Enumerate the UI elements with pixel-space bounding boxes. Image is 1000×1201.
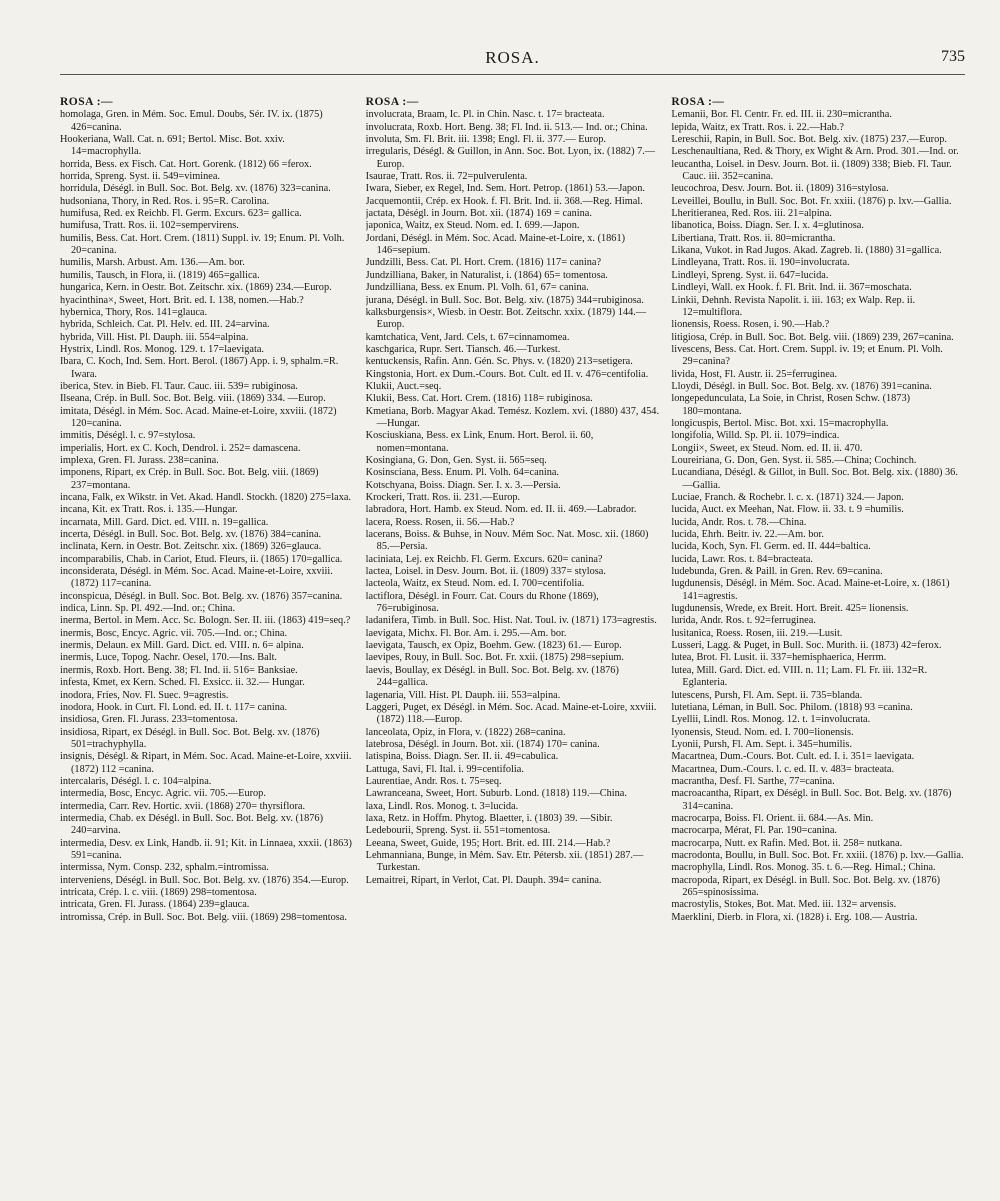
index-entry: Lusseri, Lagg. & Puget, in Bull. Soc. Murith. ii. (1873) 42=ferox. (671, 640, 942, 652)
index-entry: intricata, Gren. Fl. Jurass. (1864) 239=glauca. (60, 899, 250, 911)
index-entry: Jordani, Déségl. in Mém. Soc. Acad. Maine-et-Loire, x. (1861) 146=sepium. (365, 232, 626, 257)
index-entry: lutea, Brot. Fl. Lusit. ii. 337=hemisphaerica, Herrm. (671, 652, 887, 664)
index-entry: incana, Falk, ex Wikstr. in Vet. Akad. Handl. Stockh. (1820) 275=laxa. (60, 492, 351, 503)
index-entry: lactiflora, Déségl. in Fourr. Cat. Cours du Rhone (1869), 76=rubiginosa. (365, 590, 599, 615)
index-entry: Lheritieranea, Red. Ros. iii. 21=alpina. (671, 208, 832, 220)
index-entry: hybrida, Vill. Hist. Pl. Dauph. iii. 554=alpina. (60, 331, 249, 343)
index-entry: lagenaria, Vill. Hist. Pl. Dauph. iii. 553=alpina. (365, 689, 561, 701)
index-entry: horrida, Spreng. Syst. ii. 549=viminea. (60, 171, 220, 183)
index-entry: lutetiana, Léman, in Bull. Soc. Philom. (1818) 93 =canina. (671, 701, 913, 713)
index-entry: Isaurae, Tratt. Ros. ii. 72=pulverulenta. (365, 171, 528, 183)
index-entry: humilis, Marsh. Arbust. Am. 136.—Am. bor. (60, 257, 245, 269)
index-entry: kaschgarica, Rupr. Sert. Tiansch. 46.—Turkest. (365, 343, 561, 355)
index-entry: lusitanica, Roess. Rosen, iii. 219.—Lusit. (671, 627, 843, 639)
index-entry: japonica, Waitz, ex Steud. Nom. ed. I. 699.—Japon. (365, 220, 580, 232)
index-entry: Libertiana, Tratt. Ros. ii. 80=micrantha. (671, 232, 836, 244)
index-entry: homolaga, Gren. in Mém. Soc. Emul. Doubs, Sér. IV. ix. (1875) 426=canina. (60, 109, 323, 133)
index-entry: infesta, Kmet, ex Kern. Sched. Fl. Exsicc. ii. 32.— Hungar. (60, 677, 305, 689)
index-entry: Lyonii, Pursh, Fl. Am. Sept. i. 345=humilis. (671, 738, 852, 750)
index-entry: humilis, Bess. Cat. Hort. Crem. (1811) Suppl. iv. 19; Enum. Pl. Volh. 20=canina. (60, 232, 345, 257)
index-entry: lucida, Ehrh. Beitr. iv. 22.—Am. bor. (671, 529, 824, 541)
index-entry: involucrata, Roxb. Hort. Beng. 38; Fl. Ind. ii. 513.— Ind. or.; China. (365, 121, 648, 133)
index-entry: latispina, Boiss. Diagn. Ser. II. ii. 49=cabulica. (365, 751, 559, 763)
index-entry: Lindleyi, Wall. ex Hook. f. Fl. Brit. Ind. ii. 367=moschata. (671, 282, 912, 294)
index-entry: intromissa, Crép. in Bull. Soc. Bot. Belg. viii. (1869) 298=tomentosa. (60, 911, 347, 923)
index-entry: intermedia, Carr. Rev. Hortic. xvii. (1868) 270= thyrsiflora. (60, 800, 306, 812)
index-entry: Maerklini, Dierb. in Flora, xi. (1828) i. Erg. 108.— Austria. (671, 911, 918, 923)
index-entry: inermis, Delaun. ex Mill. Gard. Dict. ed. VIII. n. 6= alpina. (60, 640, 304, 652)
column-1 (60, 96, 354, 1181)
index-entry: Kosinsciana, Bess. Enum. Pl. Volh. 64=canina. (365, 467, 560, 479)
index-entry: kamtchatica, Vent, Jard. Cels, t. 67=cinnamomea. (365, 331, 570, 343)
index-entry: immitis, Déségl. l. c. 97=stylosa. (60, 430, 196, 442)
index-entry: inodora, Fries, Nov. Fl. Suec. 9=agrestis. (60, 689, 229, 701)
index-entry: Lemanii, Bor. Fl. Centr. Fr. ed. III. ii. 230=micrantha. (671, 109, 892, 121)
index-entry: lepida, Waitz, ex Tratt. Ros. i. 22.—Hab.? (671, 121, 844, 133)
index-entry: Ilseana, Crép. in Bull. Soc. Bot. Belg. viii. (1869) 334. —Europ. (60, 393, 326, 405)
index-entry: longepedunculata, La Soie, in Christ, Rosen Schw. (1873) 180=montana. (671, 393, 911, 417)
index-entry: longifolia, Willd. Sp. Pl. ii. 1079=indica. (671, 430, 840, 442)
index-entry: interveniens, Déségl. in Bull. Soc. Bot. Belg. xv. (1876) 354.—Europ. (60, 874, 349, 886)
index-entry: intermedia, Bosc, Encyc. Agric. vii. 705.—Europ. (60, 788, 266, 800)
index-entry: laevis, Boullay, ex Déségl. in Bull. Soc. Bot. Belg. xv. (1876) 244=gallica. (365, 664, 619, 689)
page-header (60, 44, 965, 75)
index-entry: Iwara, Sieber, ex Regel, Ind. Sem. Hort. Petrop. (1861) 53.—Japon. (365, 183, 645, 195)
index-entry: leucantha, Loisel. in Desv. Journ. Bot. ii. (1809) 338; Bieb. Fl. Taur. Cauc. iii. 352=canina. (671, 158, 952, 183)
index-entry: longicuspis, Bertol. Misc. Bot. xxi. 15=macrophylla. (671, 417, 889, 429)
index-entry: hybrida, Schleich. Cat. Pl. Helv. ed. III. 24=arvina. (60, 319, 270, 331)
index-entry: Krockeri, Tratt. Ros. ii. 231.—Europ. (365, 492, 521, 503)
index-entry: inerma, Bertol. in Mem. Acc. Sc. Bologn. Ser. II. iii. (1863) 419=seq.? (60, 615, 351, 627)
index-entry: Kotschyana, Boiss. Diagn. Ser. I. x. 3.—Persia. (365, 479, 561, 491)
index-entry: Lehmanniana, Bunge, in Mém. Sav. Etr. Pétersb. xii. (1851) 287.—Turkestan. (365, 849, 644, 874)
index-entry: laevipes, Rouy, in Bull. Soc. Bot. Fr. xxii. (1875) 298=sepium. (365, 652, 624, 664)
index-entry: hudsoniana, Thory, in Red. Ros. i. 95=R. Carolina. (60, 195, 270, 207)
index-entry: lacera, Roess. Rosen, ii. 56.—Hab.? (365, 516, 515, 528)
index-entry: lacerans, Boiss. & Buhse, in Nouv. Mém Soc. Nat. Mosc. xii. (1860) 85.—Persia. (365, 529, 649, 553)
index-entry: involuta, Sm. Fl. Brit. iii. 1398; Engl. Fl. ii. 377.— Europ. (365, 134, 606, 146)
index-entry: intermissa, Nym. Consp. 232, sphalm.=intromissa. (60, 862, 269, 874)
index-entry: macroacantha, Ripart, ex Déségl. in Bull. Soc. Bot. Belg. xv. (1876) 314=canina. (671, 788, 952, 812)
index-entry: Linkii, Dehnh. Revista Napolit. i. iii. 163; ex Walp. Rep. ii. 12=multiflora. (671, 294, 916, 318)
index-entry: lucida, Koch, Syn. Fl. Germ. ed. II. 444=baltica. (671, 541, 871, 553)
index-entry: Longii×, Sweet, ex Steud. Nom. ed. II. ii. 470. (671, 442, 863, 454)
index-entry: humifusa, Red. ex Reichb. Fl. Germ. Excurs. 623= gallica. (60, 208, 302, 220)
index-entry: incarnata, Mill. Gard. Dict. ed. VIII. n. 19=gallica. (60, 516, 269, 528)
index-entry: lactea, Loisel. in Desv. Journ. Bot. ii. (1809) 337= stylosa. (365, 566, 606, 578)
index-entry: inermis, Bosc, Encyc. Agric. vii. 705.—Ind. or.; China. (60, 627, 288, 639)
index-entry: laevigata, Tausch, ex Opiz, Boehm. Gew. (1823) 61.— Europ. (365, 640, 622, 652)
index-entry: macrocarpa, Nutt. ex Rafin. Med. Bot. ii. 258= nutkana. (671, 837, 903, 849)
index-entry: lucida, Andr. Ros. t. 78.—China. (671, 516, 807, 528)
index-entry: intercalaris, Déségl. l. c. 104=alpina. (60, 775, 212, 787)
index-entry: Klukii, Auct.=seq. (365, 380, 442, 392)
index-entry: lacteola, Waitz, ex Steud. Nom. ed. I. 700=centifolia. (365, 578, 585, 590)
index-entry: leucochroa, Desv. Journ. Bot. ii. (1809) 316=stylosa. (671, 183, 889, 195)
index-entry: insidiosa, Ripart, ex Déségl. in Bull. Soc. Bot. Belg. xv. (1876) 501=trachyphylla. (60, 726, 320, 750)
column-3 (671, 96, 965, 1181)
index-entry: macrophylla, Lindl. Ros. Monog. 35. t. 6.—Reg. Himal.; China. (671, 862, 936, 874)
index-entry: incomparabilis, Chab. in Cariot, Etud. Fleurs, ii. (1865) 170=gallica. (60, 553, 343, 565)
column-heading: ROSA :— (60, 96, 114, 108)
index-entry: lugdunensis, Déségl. in Mém. Soc. Acad. Maine-et-Loire, x. (1861) 141=agrestis. (671, 578, 950, 602)
index-entry: Laggeri, Puget, ex Déségl. in Mém. Soc. Acad. Maine-et-Loire, xxviii. (1872) 118.—Europ. (365, 701, 657, 726)
index-entry: Leeana, Sweet, Guide, 195; Hort. Brit. ed. III. 214.—Hab.? (365, 837, 611, 849)
index-entry: lucida, Auct. ex Meehan, Nat. Flow. ii. 33. t. 9 =humilis. (671, 504, 904, 516)
index-entry: iberica, Stev. in Bieb. Fl. Taur. Cauc. iii. 539= rubiginosa. (60, 380, 298, 392)
index-entry: insignis, Déségl. & Ripart, in Mém. Soc. Acad. Maine-et-Loire, xxviii. (1872) 112 =canina. (60, 751, 352, 775)
index-entry: Jundzilliana, Baker, in Naturalist, i. (1864) 65= tomentosa. (365, 269, 608, 281)
index-entry: inermis, Roxb. Hort. Beng. 38; Fl. Ind. ii. 516= Banksiae. (60, 664, 298, 676)
index-entry: hyacinthina×, Sweet, Hort. Brit. ed. I. 138, nomen.—Hab.? (60, 294, 304, 306)
index-entry: incerta, Déségl. in Bull. Soc. Bot. Belg. xv. (1876) 384=canina. (60, 529, 322, 541)
index-entry: livida, Host, Fl. Austr. ii. 25=ferruginea. (671, 368, 838, 380)
index-entry: lutea, Mill. Gard. Dict. ed. VIII. n. 11; Lam. Fl. Fr. iii. 132=R. Eglanteria. (671, 664, 928, 689)
index-entry: Luciae, Franch. & Rochebr. l. c. x. (1871) 324.— Japon. (671, 492, 904, 503)
index-entry: Klukii, Bess. Cat. Hort. Crem. (1816) 118= rubiginosa. (365, 393, 593, 405)
index-entry: litigiosa, Crép. in Bull. Soc. Bot. Belg. viii. (1869) 239, 267=canina. (671, 331, 954, 343)
index-entry: Laurentiae, Andr. Ros. t. 75=seq. (365, 775, 502, 787)
index-entry: laevigata, Michx. Fl. Bor. Am. i. 295.—Am. bor. (365, 627, 567, 639)
index-entry: inodora, Hook. in Curt. Fl. Lond. ed. II. t. 117= canina. (60, 701, 288, 713)
index-entry: inclinata, Kern. in Oestr. Bot. Zeitschr. xix. (1869) 326=glauca. (60, 541, 322, 553)
index-entry: jactata, Déségl. in Journ. Bot. xii. (1874) 169 = canina. (365, 208, 592, 220)
index-entry: incana, Kit. ex Tratt. Ros. i. 135.—Hungar. (60, 504, 238, 516)
index-entry: Hookeriana, Wall. Cat. n. 691; Bertol. Misc. Bot. xxiv. 14=macrophylla. (60, 134, 285, 158)
index-entry: Jundzilliana, Bess. ex Enum. Pl. Volh. 61, 67= canina. (365, 282, 589, 294)
index-entry: libanotica, Boiss. Diagn. Ser. I. x. 4=glutinosa. (671, 220, 864, 232)
index-entry: Lloydi, Déségl. in Bull. Soc. Bot. Belg. xv. (1876) 391=canina. (671, 380, 932, 392)
index-entry: intricata, Crép. l. c. viii. (1869) 298=tomentosa. (60, 887, 257, 898)
index-entry: imperialis, Hort. ex C. Koch, Dendrol. i. 252= damascena. (60, 442, 301, 454)
index-entry: Ledebourii, Spreng. Syst. ii. 551=tomentosa. (365, 825, 551, 837)
index-entry: Lindleyi, Spreng. Syst. ii. 647=lucida. (671, 269, 829, 281)
index-entry: imponens, Ripart, ex Crép. in Bull. Soc. Bot. Belg. viii. (1869) 237=montana. (60, 467, 319, 491)
index-entry: kentuckensis, Rafin. Ann. Gén. Sc. Phys. v. (1820) 213=setigera. (365, 356, 633, 368)
index-entry: Lindleyana, Tratt. Ros. ii. 190=involucrata. (671, 257, 850, 269)
index-entry: macrocarpa, Boiss. Fl. Orient. ii. 684.—As. Min. (671, 812, 874, 824)
index-entry: lionensis, Roess. Rosen, i. 90.—Hab.? (671, 319, 830, 331)
index-entry: humilis, Tausch, in Flora, ii. (1819) 465=gallica. (60, 269, 260, 281)
index-entry: inconsiderata, Déségl. in Mém. Soc. Acad. Maine-et-Loire, xxviii. (1872) 117=canina. (60, 566, 333, 590)
index-entry: Kosingiana, G. Don, Gen. Syst. ii. 565=seq. (365, 454, 547, 466)
index-entry: kalksburgensis×, Wiesb. in Oestr. Bot. Zeitschr. xxix. (1879) 144.—Europ. (365, 306, 647, 331)
index-entry: ladanifera, Timb. in Bull. Soc. Hist. Nat. Toul. iv. (1871) 173=agrestis. (365, 615, 657, 627)
index-entry: lutescens, Pursh, Fl. Am. Sept. ii. 735=blanda. (671, 689, 863, 701)
index-entry: Loureiriana, G. Don, Gen. Syst. ii. 585.—China; Cochinch. (671, 454, 917, 466)
index-entry: Likana, Vukot. in Rad Jugos. Akad. Zagreb. li. (1880) 31=gallica. (671, 245, 942, 257)
index-entry: horridula, Déségl. in Bull. Soc. Bot. Belg. xv. (1876) 323=canina. (60, 183, 331, 195)
index-entry: intermedia, Chab. ex Déségl. in Bull. Soc. Bot. Belg. xv. (1876) 240=arvina. (60, 812, 324, 837)
index-entry: lyonensis, Steud. Nom. ed. I. 700=lionensis. (671, 726, 854, 738)
index-entry: Jacquemontii, Crép. ex Hook. f. Fl. Brit. Ind. ii. 368.—Reg. Himal. (365, 195, 643, 207)
index-entry: macrostylis, Stokes, Bot. Mat. Med. iii. 132= arvensis. (671, 899, 897, 911)
index-entry: macrodonta, Boullu, in Bull. Soc. Bot. Fr. xxiii. (1876) p. lxv.—Gallia. (671, 849, 964, 861)
index-entry: lugdunensis, Wrede, ex Breit. Hort. Breit. 425= lionensis. (671, 603, 909, 615)
index-entry: lucida, Lawr. Ros. t. 84=bracteata. (671, 553, 813, 565)
index-entry: laxa, Retz. in Hoffm. Phytog. Blaetter, i. (1803) 39. —Sibir. (365, 812, 613, 824)
index-entry: macrantha, Desf. Fl. Sarthe, 77=canina. (671, 775, 835, 787)
index-entry: macrocarpa, Mérat, Fl. Par. 190=canina. (671, 825, 837, 837)
column-heading: ROSA :— (671, 96, 725, 108)
index-entry: Lattuga, Savi, Fl. Ital. i. 99=centifolia. (365, 763, 524, 775)
index-entry: Lereschii, Rapin, in Bull. Soc. Bot. Belg. xiv. (1875) 237.—Europ. (671, 134, 947, 146)
index-entry: Hystrix, Lindl. Ros. Monog. 129. t. 17=laevigata. (60, 343, 265, 355)
index-entry: inconspicua, Déségl. in Bull. Soc. Bot. Belg. xv. (1876) 357=canina. (60, 590, 343, 602)
index-entry: implexa, Gren. Fl. Jurass. 238=canina. (60, 454, 219, 466)
index-entry: intermedia, Desv. ex Link, Handb. ii. 91; Kit. in Linnaea, xxxii. (1863) 591=canina. (60, 837, 352, 861)
index-entry: jurana, Déségl. in Bull. Soc. Bot. Belg. xiv. (1875) 344=rubiginosa. (365, 294, 644, 306)
index-entry: Macartnea, Dum.-Cours. Bot. Cult. ed. I. i. 351= laevigata. (671, 751, 915, 763)
index-entry: macropoda, Ripart, ex Déségl. in Bull. Soc. Bot. Belg. xv. (1876) 265=spinosissima. (671, 874, 941, 898)
index-entry: inermis, Luce, Topog. Nachr. Oesel, 170.—Ins. Balt. (60, 652, 277, 664)
index-entry: Kmetiana, Borb. Magyar Akad. Temész. Kozlem. xvi. (1880) 437, 454.—Hungar. (365, 405, 660, 429)
index-entry: latebrosa, Déségl. in Journ. Bot. xii. (1874) 170= canina. (365, 738, 600, 750)
index-entry: imitata, Déségl. in Mém. Soc. Acad. Maine-et-Loire, xxviii. (1872) 120=canina. (60, 405, 337, 429)
index-entry: Kosciuskiana, Bess. ex Link, Enum. Hort. Berol. ii. 60, nomen=montana. (365, 430, 594, 454)
index-entry: lurida, Andr. Ros. t. 92=ferruginea. (671, 615, 816, 627)
index-entry: ludebunda, Gren. & Paill. in Gren. Rev. 69=canina. (671, 566, 883, 578)
index-entry: Leschenaultiana, Red. & Thory, ex Wight & Arn. Prod. 301.—Ind. or. (671, 146, 959, 158)
index-columns (60, 96, 965, 1181)
running-head: ROSA. (485, 48, 540, 67)
page-number: 735 (941, 48, 965, 65)
index-entry: Lyellii, Lindl. Ros. Monog. 12. t. 1=involucrata. (671, 714, 871, 726)
index-entry: horrida, Bess. ex Fisch. Cat. Hort. Gorenk. (1812) 66 =ferox. (60, 158, 312, 170)
index-entry: labradora, Hort. Hamb. ex Steud. Nom. ed. II. ii. 469.—Labrador. (365, 504, 637, 516)
index-entry: Lawranceana, Sweet, Hort. Suburb. Lond. (1818) 119.—China. (365, 788, 627, 800)
index-entry: hungarica, Kern. in Oestr. Bot. Zeitschr. xix. (1869) 234.—Europ. (60, 282, 332, 294)
index-entry: irregularis, Déségl. & Guillon, in Ann. Soc. Bot. Lyon, ix. (1882) 7.—Europ. (365, 146, 656, 170)
index-entry: insidiosa, Gren. Fl. Jurass. 233=tomentosa. (60, 714, 238, 726)
index-entry: lanceolata, Opiz, in Flora, v. (1822) 268=canina. (365, 726, 566, 738)
index-entry: livescens, Bess. Cat. Hort. Crem. Suppl. iv. 19; et Enum. Pl. Volh. 29=canina? (671, 343, 943, 368)
index-entry: laxa, Lindl. Ros. Monog. t. 3=lucida. (365, 800, 519, 812)
index-entry: Jundzilli, Bess. Cat. Pl. Hort. Crem. (1816) 117= canina? (365, 257, 602, 269)
index-entry: humifusa, Tratt. Ros. ii. 102=sempervirens. (60, 220, 239, 232)
index-entry: Lemaitrei, Ripart, in Verlot, Cat. Pl. Dauph. 394= canina. (365, 874, 602, 886)
index-entry: laciniata, Lej. ex Reichb. Fl. Germ. Excurs. 620= canina? (365, 553, 603, 565)
index-entry: indica, Linn. Sp. Pl. 492.—Ind. or.; China. (60, 603, 236, 615)
index-entry: Kingstonia, Hort. ex Dum.-Cours. Bot. Cult. ed II. v. 476=centifolia. (365, 368, 649, 380)
index-entry: Lucandiana, Déségl. & Gillot, in Bull. Soc. Bot. Belg. xix. (1880) 36.—Gallia. (671, 467, 958, 491)
index-entry: Ibara, C. Koch, Ind. Sem. Hort. Berol. (1867) App. i. 9, sphalm.=R. Iwara. (60, 356, 339, 380)
index-entry: Macartnea, Dum.-Cours. l. c. ed. II. v. 483= bracteata. (671, 763, 895, 775)
column-2 (366, 96, 660, 1181)
index-entry: involucrata, Braam, Ic. Pl. in Chin. Nasc. t. 17= bracteata. (365, 109, 605, 121)
index-entry: hybernica, Thory, Ros. 141=glauca. (60, 306, 208, 318)
index-entry: Leveillei, Boullu, in Bull. Soc. Bot. Fr. xxiii. (1876) p. lxv.—Gallia. (671, 195, 952, 207)
column-heading: ROSA :— (365, 96, 419, 108)
